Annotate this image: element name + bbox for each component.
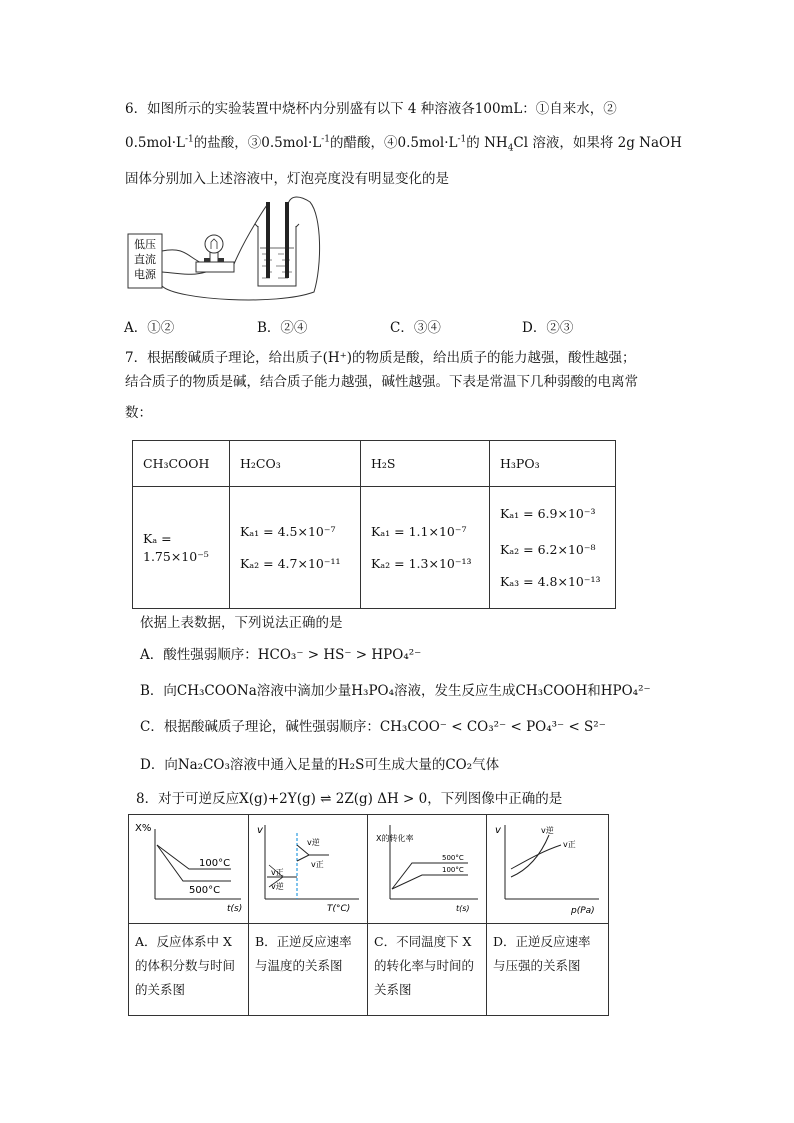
ka-ch3cooh: Kₐ = 1.75×10⁻⁵ bbox=[143, 530, 209, 564]
graph-cell-b bbox=[249, 815, 368, 924]
q6-line2-mid2: 的醋酸，④0.5mol·L bbox=[330, 135, 458, 151]
caption-b-text: B．正逆反应速率与温度的关系图 bbox=[255, 934, 352, 973]
q8-graph-table bbox=[128, 814, 609, 1016]
graph-c-xlabel: t(s) bbox=[456, 904, 470, 913]
graph-cell-c bbox=[368, 815, 487, 924]
q6-line2-pre: 0.5mol·L bbox=[125, 135, 185, 151]
q7-line-1: 7．根据酸碱质子理论，给出质子(H⁺)的物质是酸，给出质子的能力越强，酸性越强； bbox=[125, 350, 636, 366]
table-header-h3po3: H₃PO₃ bbox=[490, 441, 616, 487]
q6-option-d[interactable]: D．②③ bbox=[522, 320, 574, 336]
ka2-h3po3: Kₐ₂ = 6.2×10⁻⁸ bbox=[500, 541, 596, 557]
graph-c-label-500: 500°C bbox=[442, 854, 464, 862]
q6-line2-sup1: -1 bbox=[184, 134, 194, 145]
graph-c-label-100: 100°C bbox=[442, 866, 464, 874]
bulb-clip-left bbox=[204, 258, 210, 262]
beaker bbox=[258, 226, 296, 286]
q7-option-a[interactable]: A．酸性强弱顺序：HCO₃⁻ > HS⁻ > HPO₄²⁻ bbox=[140, 647, 422, 663]
circuit-apparatus-figure bbox=[126, 196, 326, 304]
graph-c-ylabel-chars: X的转化率 bbox=[376, 834, 414, 843]
q7-option-b[interactable]: B．向CH₃COONa溶液中滴加少量H₃PO₄溶液，发生反应生成CH₃COOH和HPO₄²⁻ bbox=[140, 683, 651, 699]
beaker-lip bbox=[255, 224, 299, 227]
q6-option-b[interactable]: B．②④ bbox=[257, 320, 308, 336]
graph-a-ylabel: X% bbox=[135, 823, 152, 834]
q8-line-1: 8．对于可逆反应X(g)+2Y(g) ⇌ 2Z(g) ΔH > 0，下列图像中正确的是 bbox=[136, 791, 563, 807]
graph-c-curve-100 bbox=[392, 875, 468, 889]
table-header-h2s: H₂S bbox=[361, 441, 490, 487]
graph-d-vrev-label: v逆 bbox=[541, 826, 554, 835]
power-label-1: 低压 bbox=[134, 238, 156, 251]
ka2-h2co3: Kₐ₂ = 4.7×10⁻¹¹ bbox=[240, 555, 341, 571]
q6-line-2 bbox=[125, 134, 682, 152]
graph-b bbox=[249, 815, 367, 919]
graph-b-xlabel: T(°C) bbox=[327, 904, 351, 914]
table-header-ch3cooh: CH₃COOH bbox=[133, 441, 230, 487]
q7-option-c[interactable]: C．根据酸碱质子理论，碱性强弱顺序：CH₃COO⁻ < CO₃²⁻ < PO₄³⁻ < S²⁻ bbox=[140, 719, 606, 735]
electrode-right bbox=[285, 202, 289, 278]
graph-d-vfwd-label: v正 bbox=[563, 840, 576, 849]
caption-c-text: C．不同温度下 X 的转化率与时间的关系图 bbox=[374, 934, 475, 997]
q6-line2-post: Cl 溶液，如果将 2g NaOH bbox=[513, 135, 682, 151]
ka1-h2s: Kₐ₁ = 1.1×10⁻⁷ bbox=[371, 523, 467, 539]
graph-a-xlabel: t(s) bbox=[227, 904, 243, 914]
graph-b-vrev-label-left: v逆 bbox=[271, 882, 284, 891]
electrode-left bbox=[266, 202, 270, 278]
q7-line-3: 数： bbox=[125, 405, 152, 421]
q6-line2-sup2: -1 bbox=[321, 134, 331, 145]
caption-a-text: A．反应体系中 X 的体积分数与时间的关系图 bbox=[135, 934, 236, 997]
table-cell-ch3cooh bbox=[133, 487, 230, 609]
ka2-h2s: Kₐ₂ = 1.3×10⁻¹³ bbox=[371, 555, 472, 571]
table-header-h2co3: H₂CO₃ bbox=[230, 441, 361, 487]
q7-intro: 依据上表数据，下列说法正确的是 bbox=[140, 615, 343, 631]
graph-d-vrev-curve bbox=[511, 835, 549, 877]
graph-d-ylabel: v bbox=[495, 825, 501, 836]
q6-line2-sub: 4 bbox=[507, 143, 514, 154]
caption-a[interactable] bbox=[129, 924, 249, 1016]
table-cell-h2s bbox=[361, 487, 490, 609]
caption-d-text: D．正逆反应速率与压强的关系图 bbox=[493, 934, 591, 973]
q6-option-c[interactable]: C．③④ bbox=[390, 320, 441, 336]
power-label-3: 电源 bbox=[134, 268, 156, 281]
power-label-2: 直流 bbox=[134, 253, 156, 266]
graph-d-xlabel: p(Pa) bbox=[571, 906, 595, 916]
q6-line2-mid3: 的 NH bbox=[466, 135, 508, 151]
graph-c bbox=[368, 815, 486, 919]
table-cell-h2co3 bbox=[230, 487, 361, 609]
q7-option-d[interactable]: D．向Na₂CO₃溶液中通入足量的H₂S可生成大量的CO₂气体 bbox=[140, 757, 500, 773]
ionization-constant-table bbox=[132, 440, 616, 609]
ka1-h2co3: Kₐ₁ = 4.5×10⁻⁷ bbox=[240, 523, 336, 539]
bulb-clip-right bbox=[218, 258, 224, 262]
table-cell-h3po3 bbox=[490, 487, 616, 609]
graph-b-vfwd-curve bbox=[297, 855, 309, 861]
ka3-h3po3: Kₐ₃ = 4.8×10⁻¹³ bbox=[500, 573, 601, 589]
graph-a bbox=[129, 815, 248, 919]
graph-b-vrev-label-top: v逆 bbox=[307, 838, 320, 847]
graph-cell-d bbox=[487, 815, 609, 924]
q6-option-a[interactable]: A．①② bbox=[124, 320, 175, 336]
caption-d[interactable] bbox=[487, 924, 609, 1016]
q6-line-3: 固体分别加入上述溶液中，灯泡亮度没有明显变化的是 bbox=[125, 171, 449, 187]
wire-3 bbox=[234, 204, 268, 264]
bulb-base bbox=[196, 262, 234, 272]
graph-b-vfwd-label-bottom: v正 bbox=[311, 860, 324, 869]
graph-a-label-100: 100°C bbox=[199, 858, 231, 869]
graph-a-label-500: 500°C bbox=[189, 885, 221, 896]
graph-d bbox=[487, 815, 607, 919]
graph-b-vfwd-label-left: v正 bbox=[271, 868, 284, 877]
q6-line-1: 6．如图所示的实验装置中烧杯内分别盛有以下 4 种溶液各100mL：①自来水，② bbox=[125, 101, 617, 117]
q6-line2-sup3: -1 bbox=[457, 134, 467, 145]
graph-c-ylabel bbox=[376, 833, 413, 843]
light-bulb-icon bbox=[205, 235, 223, 253]
graph-cell-a bbox=[129, 815, 249, 924]
graph-b-ylabel: v bbox=[257, 825, 263, 836]
q6-line2-mid1: 的盐酸，③0.5mol·L bbox=[193, 135, 322, 151]
q7-line-2: 结合质子的物质是碱，结合质子能力越强，碱性越强。下表是常温下几种弱酸的电离常 bbox=[125, 374, 638, 390]
caption-b[interactable] bbox=[249, 924, 368, 1016]
caption-c[interactable] bbox=[368, 924, 487, 1016]
ka1-h3po3: Kₐ₁ = 6.9×10⁻³ bbox=[500, 505, 596, 521]
